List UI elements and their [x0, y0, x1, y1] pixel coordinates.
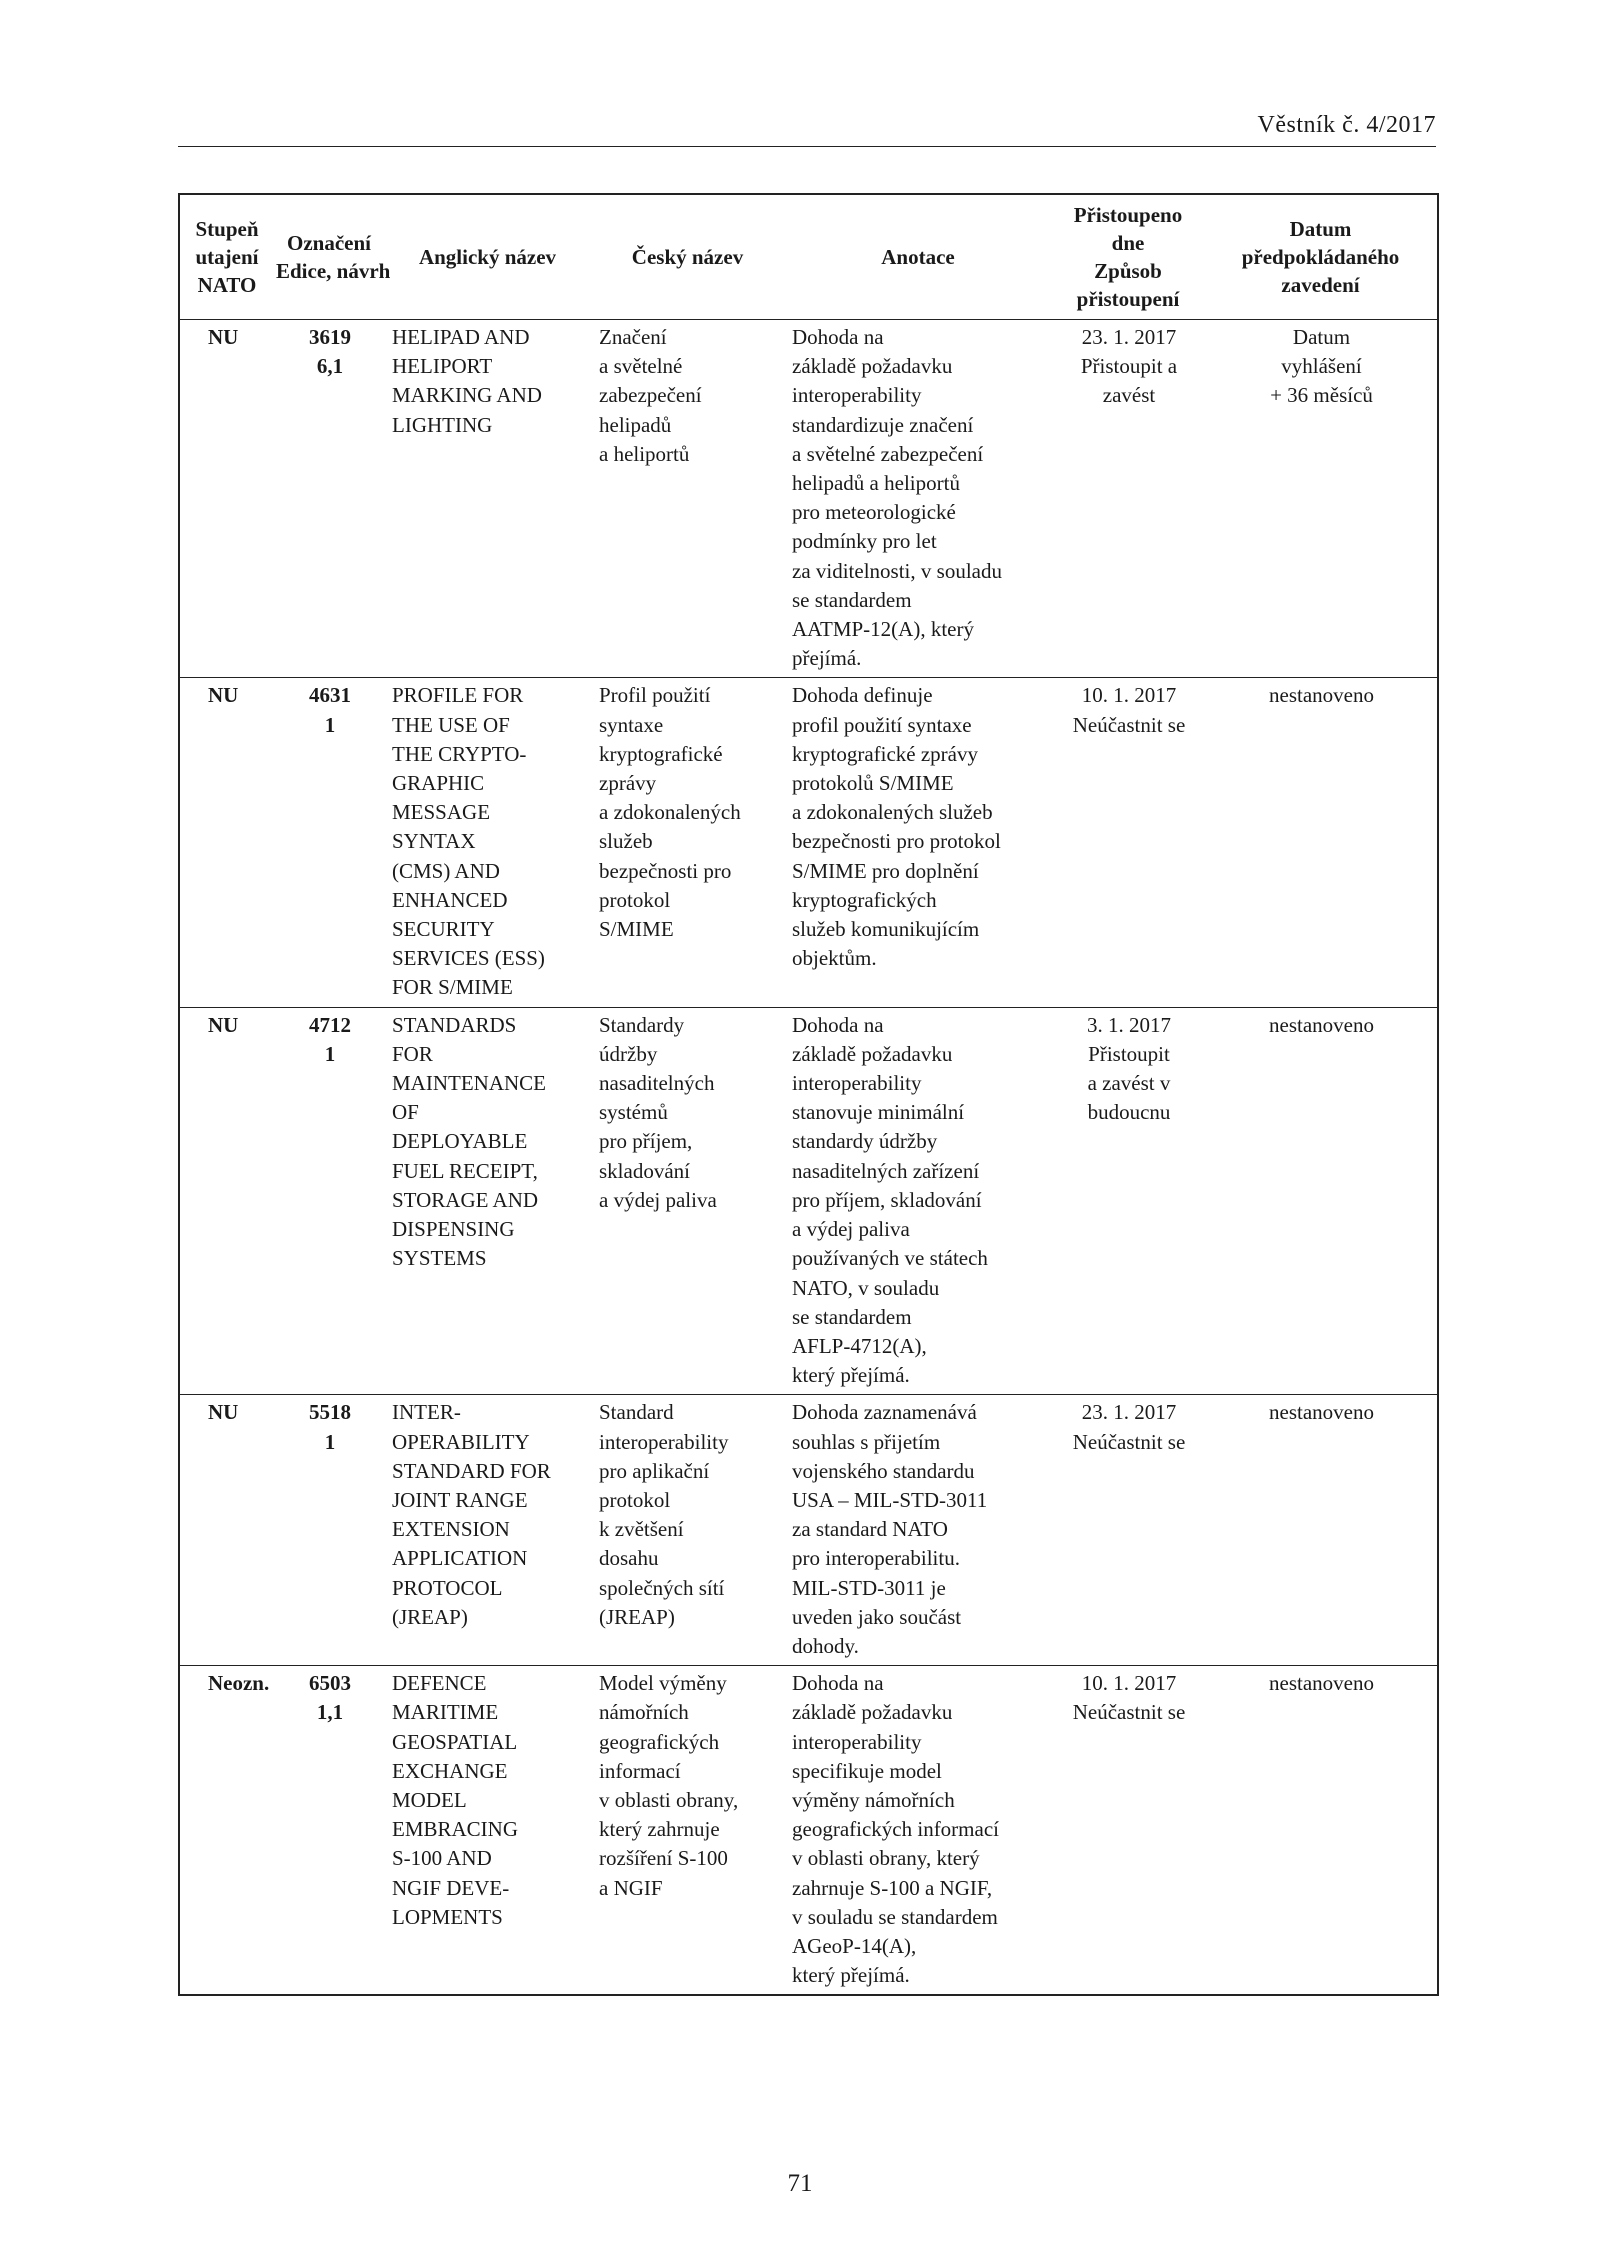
cell-line: základě požadavku [792, 1700, 953, 1725]
cell-line: společných sítí [599, 1575, 725, 1600]
cell-line: Dohoda na [792, 1012, 884, 1037]
cell-line: a zavést v [1087, 1071, 1171, 1096]
cell-line: LIGHTING [392, 412, 493, 437]
cell-line: 4712 [309, 1012, 351, 1037]
cell-czech-title [591, 1666, 784, 1996]
cell-line: STANDARDS [392, 1012, 517, 1037]
cell-line: 23. 1. 2017 [1081, 325, 1177, 349]
cell-line: 10. 1. 2017 [1081, 683, 1177, 708]
cell-czech-title [591, 1395, 784, 1666]
cell-line: DEFENCE [392, 1671, 487, 1696]
cell-line: zahrnuje S-100 a NGIF, [792, 1875, 993, 1900]
cell-line: Neúčastnit se [1072, 1429, 1186, 1454]
cell-line: protokol [599, 887, 671, 912]
cell-line: Dohoda definuje [792, 683, 933, 708]
cell-english-title [384, 678, 591, 1007]
cell-implementation-date [1204, 1666, 1438, 1996]
cell-line: DEPLOYABLE [392, 1129, 528, 1154]
header-line: Anglický název [418, 245, 557, 269]
header-line: předpokládaného [1241, 245, 1400, 269]
header-line: Přistoupeno [1073, 203, 1183, 227]
cell-line: a výdej paliva [599, 1187, 717, 1212]
cell-line: + 36 měsíců [1270, 383, 1373, 408]
cell-line: NATO, v souladu [792, 1275, 940, 1300]
cell-classification: Neozn. [208, 1671, 270, 1696]
header-line: Datum [1289, 217, 1352, 241]
cell-line: 10. 1. 2017 [1081, 1671, 1177, 1696]
cell-line: objektům. [792, 946, 877, 971]
cell-line: který přejímá. [792, 1363, 910, 1388]
cell-line: SYSTEMS [392, 1246, 487, 1271]
cell-line: Standard [599, 1400, 674, 1425]
cell-annotation [784, 1007, 1052, 1395]
cell-line: DISPENSING [392, 1217, 515, 1242]
cell-line: AGeoP-14(A), [792, 1933, 917, 1958]
cell-line: PROFILE FOR [392, 683, 524, 708]
cell-implementation-date [1204, 1395, 1438, 1666]
cell-line: dohody. [792, 1633, 859, 1658]
cell-line: JOINT RANGE [392, 1487, 528, 1512]
cell-line: protokol [599, 1487, 671, 1512]
cell-line: S-100 AND [392, 1846, 492, 1871]
cell-line: Profil použití [599, 683, 711, 708]
cell-line: a zdokonalených [599, 800, 741, 825]
cell-line: MARITIME [392, 1700, 499, 1725]
cell-accession [1052, 1007, 1204, 1395]
cell-line: bezpečnosti pro protokol [792, 829, 1001, 854]
cell-line: zabezpečení [599, 383, 702, 408]
cell-line: kryptografické [599, 741, 723, 766]
header-line: Edice, návrh [276, 259, 391, 283]
cell-line: 1 [324, 1041, 336, 1066]
cell-annotation [784, 320, 1052, 678]
cell-designation [274, 1666, 384, 1996]
cell-line: budoucnu [1087, 1100, 1171, 1125]
cell-line: a světelné [599, 354, 683, 379]
cell-line: STORAGE AND [392, 1187, 539, 1212]
cell-line: interoperability [599, 1429, 729, 1454]
cell-line: EXTENSION [392, 1517, 510, 1542]
header-line: NATO [197, 273, 257, 297]
cell-line: pro meteorologické [792, 500, 956, 525]
cell-line: za standard NATO [792, 1517, 948, 1542]
cell-line: MARKING AND [392, 383, 542, 408]
col-header-implementation-date [1204, 194, 1438, 320]
cell-line: (JREAP) [599, 1604, 675, 1629]
cell-english-title [384, 1666, 591, 1996]
cell-line: EMBRACING [392, 1817, 519, 1842]
cell-line: pro interoperabilitu. [792, 1546, 960, 1571]
cell-line: S/MIME pro doplnění [792, 858, 979, 883]
cell-line: MESSAGE [392, 800, 491, 825]
cell-line: pro příjem, [599, 1129, 693, 1154]
cell-line: se standardem [792, 587, 912, 612]
col-header-czech-title [591, 194, 784, 320]
journal-issue-title: Věstník č. 4/2017 [1257, 112, 1436, 138]
page-number: 71 [787, 2170, 813, 2197]
cell-line: Model výměny [599, 1671, 727, 1696]
cell-line: údržby [599, 1041, 658, 1066]
cell-line: standardizuje značení [792, 412, 974, 437]
cell-line: 1 [324, 1429, 336, 1454]
cell-line: 23. 1. 2017 [1081, 1400, 1177, 1425]
cell-line: služeb [599, 829, 653, 854]
cell-line: geografických [599, 1729, 720, 1754]
cell-annotation [784, 1666, 1052, 1996]
cell-line: PROTOCOL [392, 1575, 503, 1600]
cell-line: 1,1 [316, 1700, 344, 1725]
cell-line: APPLICATION [392, 1546, 528, 1571]
cell-line: Neúčastnit se [1072, 712, 1186, 737]
cell-line: a NGIF [599, 1875, 663, 1900]
cell-line: interoperability [792, 1729, 922, 1754]
cell-line: kryptografické zprávy [792, 741, 978, 766]
cell-line: vojenského standardu [792, 1458, 975, 1483]
cell-line: výměny námořních [792, 1787, 955, 1812]
cell-line: Přistoupit a [1080, 354, 1178, 379]
cell-accession [1052, 320, 1204, 678]
cell-implementation-date [1204, 1007, 1438, 1395]
cell-line: dosahu [599, 1546, 659, 1571]
cell-line: Neúčastnit se [1072, 1700, 1186, 1725]
cell-classification: NU [179, 678, 274, 1007]
cell-line: HELIPAD AND [392, 325, 530, 349]
col-header-classification [179, 194, 274, 320]
cell-line: pro příjem, skladování [792, 1187, 982, 1212]
cell-line: THE USE OF [392, 712, 510, 737]
cell-line: stanovuje minimální [792, 1100, 965, 1125]
cell-english-title [384, 1007, 591, 1395]
cell-accession [1052, 1666, 1204, 1996]
standards-table [178, 193, 1439, 1996]
page-header [178, 112, 1436, 147]
cell-line: služeb komunikujícím [792, 917, 980, 942]
cell-line: EXCHANGE [392, 1758, 508, 1783]
cell-czech-title [591, 1007, 784, 1395]
cell-line: který přejímá. [792, 1963, 910, 1988]
cell-implementation-date [1204, 320, 1438, 678]
cell-line: systémů [599, 1100, 668, 1125]
cell-czech-title [591, 678, 784, 1007]
cell-line: interoperability [792, 383, 922, 408]
cell-line: syntaxe [599, 712, 664, 737]
cell-line: protokolů S/MIME [792, 771, 954, 796]
cell-line: 4631 [309, 683, 351, 708]
cell-line: zavést [1102, 383, 1156, 408]
col-header-english-title [384, 194, 591, 320]
cell-line: FOR S/MIME [392, 975, 513, 1000]
col-header-annotation [784, 194, 1052, 320]
cell-line: helipadů [599, 412, 672, 437]
cell-annotation [784, 678, 1052, 1007]
cell-line: nestanoveno [1269, 1671, 1374, 1696]
cell-line: (JREAP) [392, 1604, 468, 1629]
cell-line: MAINTENANCE [392, 1071, 546, 1096]
cell-line: NGIF DEVE- [392, 1875, 510, 1900]
table-header [179, 194, 1438, 320]
cell-line: základě požadavku [792, 354, 953, 379]
cell-line: USA – MIL-STD-3011 [792, 1487, 988, 1512]
table-row [179, 320, 1438, 678]
cell-line: kryptografických [792, 887, 937, 912]
cell-line: používaných ve státech [792, 1246, 988, 1271]
cell-line: námořních [599, 1700, 689, 1725]
table-row [179, 1666, 1438, 1996]
header-line: Český název [631, 245, 744, 269]
cell-line: 6,1 [316, 354, 344, 379]
header-line: Označení [287, 231, 371, 255]
cell-line: a heliportů [599, 441, 690, 466]
cell-czech-title [591, 320, 784, 678]
cell-designation [274, 1395, 384, 1666]
cell-designation [274, 678, 384, 1007]
cell-line: Datum [1292, 325, 1351, 349]
cell-line: v oblasti obrany, [599, 1787, 739, 1812]
cell-line: nasaditelných zařízení [792, 1158, 980, 1183]
cell-line: ENHANCED [392, 887, 508, 912]
header-line: dne [1111, 231, 1145, 255]
cell-line: MIL-STD-3011 je [792, 1575, 946, 1600]
cell-line: 3619 [309, 325, 351, 349]
cell-line: 6503 [309, 1671, 351, 1696]
cell-implementation-date [1204, 678, 1438, 1007]
cell-line: AATMP-12(A), který [792, 617, 974, 642]
cell-line: za viditelnosti, v souladu [792, 558, 1002, 583]
cell-english-title [384, 320, 591, 678]
cell-line: INTER- [392, 1400, 461, 1425]
cell-line: v oblasti obrany, který [792, 1846, 980, 1871]
table-body [179, 320, 1438, 1996]
table-row [179, 678, 1438, 1007]
header-line: Způsob [1094, 259, 1162, 283]
col-header-designation [274, 194, 391, 320]
header-line: přistoupení [1076, 287, 1180, 311]
header-line: Anotace [881, 245, 955, 269]
cell-english-title [384, 1395, 591, 1666]
cell-annotation [784, 1395, 1052, 1666]
cell-line: Značení [599, 325, 667, 349]
cell-designation [274, 320, 384, 678]
cell-line: uveden jako součást [792, 1604, 962, 1629]
cell-line: bezpečnosti pro [599, 858, 732, 883]
cell-line: 5518 [309, 1400, 351, 1425]
cell-line: souhlas s přijetím [792, 1429, 941, 1454]
cell-line: (CMS) AND [392, 858, 500, 883]
cell-line: GEOSPATIAL [392, 1729, 518, 1754]
cell-line: HELIPORT [392, 354, 493, 379]
cell-line: profil použití syntaxe [792, 712, 972, 737]
cell-line: FOR [392, 1041, 433, 1066]
table-row [179, 1007, 1438, 1395]
cell-line: SERVICES (ESS) [392, 946, 545, 971]
cell-line: nestanoveno [1269, 683, 1374, 708]
cell-line: standardy údržby [792, 1129, 938, 1154]
col-header-accession [1052, 194, 1204, 320]
cell-line: LOPMENTS [392, 1904, 503, 1929]
cell-line: nasaditelných [599, 1071, 715, 1096]
cell-line: helipadů a heliportů [792, 471, 960, 496]
cell-line: SECURITY [392, 917, 495, 942]
table-row [179, 1395, 1438, 1666]
cell-line: zprávy [599, 771, 657, 796]
cell-classification: NU [179, 1007, 274, 1395]
cell-line: přejímá. [792, 646, 862, 671]
header-line: utajení [195, 245, 259, 269]
cell-line: nestanoveno [1269, 1400, 1374, 1425]
cell-line: a zdokonalených služeb [792, 800, 993, 825]
cell-line: MODEL [392, 1787, 467, 1812]
header-line: zavedení [1281, 273, 1360, 297]
cell-line: AFLP-4712(A), [792, 1333, 927, 1358]
cell-line: 3. 1. 2017 [1087, 1012, 1171, 1037]
cell-line: základě požadavku [792, 1041, 953, 1066]
cell-line: rozšíření S-100 [599, 1846, 728, 1871]
cell-line: k zvětšení [599, 1517, 684, 1542]
cell-line: 1 [324, 712, 336, 737]
cell-line: podmínky pro let [792, 529, 937, 554]
cell-line: geografických informací [792, 1817, 999, 1842]
cell-line: Dohoda na [792, 325, 884, 349]
cell-line: SYNTAX [392, 829, 476, 854]
cell-line: FUEL RECEIPT, [392, 1158, 538, 1183]
cell-line: vyhlášení [1281, 354, 1362, 379]
cell-line: a výdej paliva [792, 1217, 910, 1242]
cell-line: skladování [599, 1158, 690, 1183]
cell-line: informací [599, 1758, 681, 1783]
cell-line: Přistoupit [1088, 1041, 1170, 1066]
cell-line: specifikuje model [792, 1758, 942, 1783]
cell-line: Dohoda zaznamenává [792, 1400, 977, 1425]
cell-line: GRAPHIC [392, 771, 485, 796]
cell-line: S/MIME [599, 917, 674, 942]
header-line: Stupeň [195, 217, 259, 241]
cell-line: OF [392, 1100, 419, 1125]
cell-accession [1052, 1395, 1204, 1666]
cell-line: interoperability [792, 1071, 922, 1096]
cell-designation [274, 1007, 384, 1395]
cell-line: Dohoda na [792, 1671, 884, 1696]
cell-line: a světelné zabezpečení [792, 441, 984, 466]
cell-classification: NU [179, 1395, 274, 1666]
cell-line: THE CRYPTO- [392, 741, 527, 766]
cell-line: STANDARD FOR [392, 1458, 551, 1483]
cell-line: který zahrnuje [599, 1817, 720, 1842]
cell-line: v souladu se standardem [792, 1904, 998, 1929]
cell-line: Standardy [599, 1012, 685, 1037]
cell-line: nestanoveno [1269, 1012, 1374, 1037]
cell-line: OPERABILITY [392, 1429, 530, 1454]
cell-line: se standardem [792, 1304, 912, 1329]
cell-classification: NU [179, 320, 274, 678]
cell-line: pro aplikační [599, 1458, 710, 1483]
cell-accession [1052, 678, 1204, 1007]
header-row [179, 194, 1438, 320]
